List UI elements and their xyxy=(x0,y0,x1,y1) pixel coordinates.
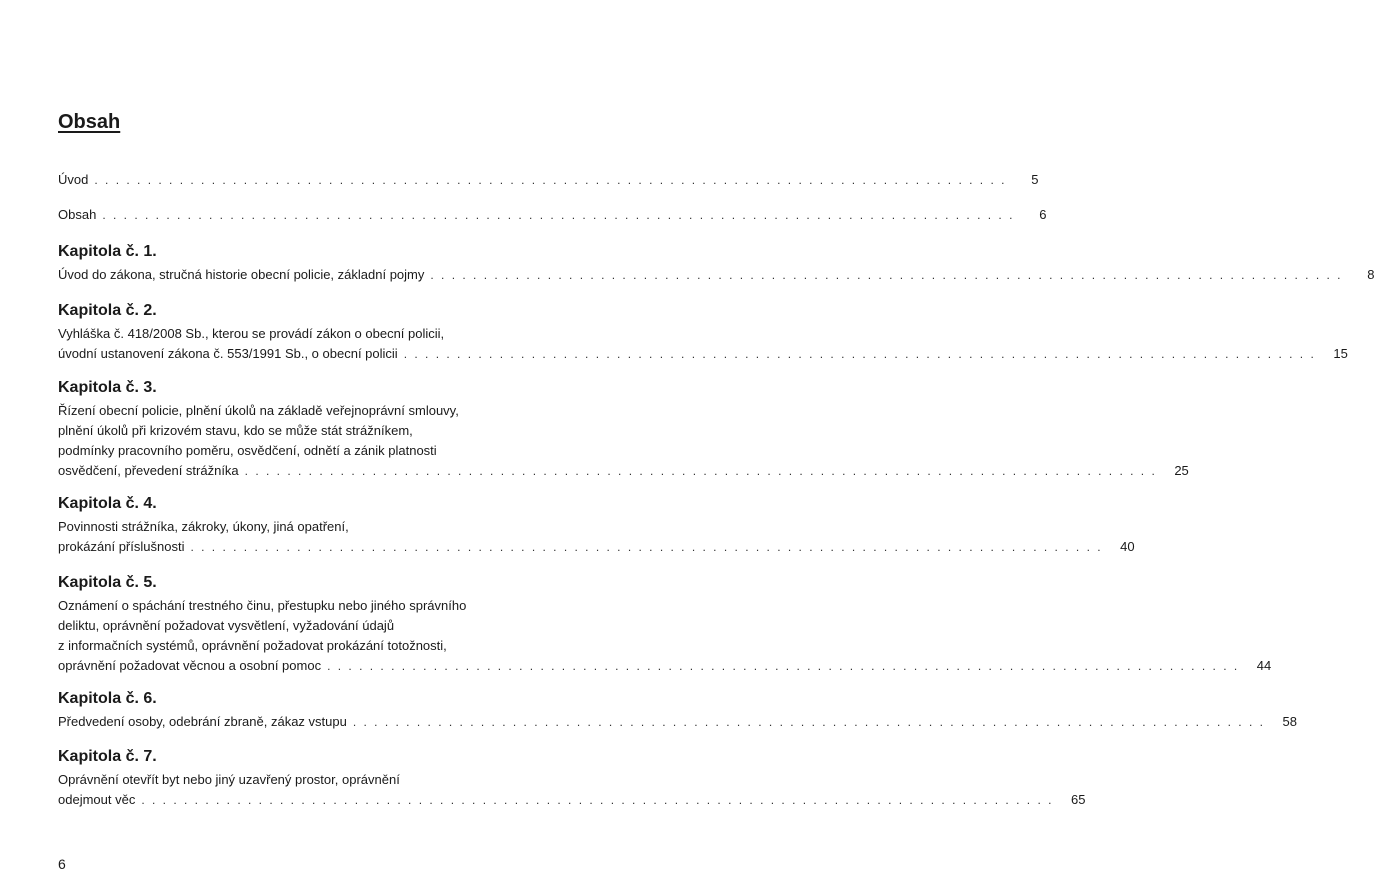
dot-leader: . . . . . . . . . . . . . . . . . . . . . . . . . . . . . . . . . . . . . . . . . . . . . . . . . . . . . . . . . . . . . . . . . . . . . . . . . . . . . . . . . . . . . . xyxy=(94,173,1007,187)
page-number: 6 xyxy=(1039,207,1047,222)
toc-title: Obsah xyxy=(58,111,121,133)
entry-text-line: prokázání příslušnosti xyxy=(58,539,185,554)
entry-text-line: úvodní ustanovení zákona č. 553/1991 Sb., o obecní policii xyxy=(58,346,398,361)
chapter-heading: Kapitola č. 4. xyxy=(58,495,157,512)
entry-text-line: Oznámení o spáchání trestného činu, přestupku nebo jiného správního xyxy=(58,598,467,613)
entry-text-line: Obsah xyxy=(58,207,97,222)
toc-entry[interactable] xyxy=(58,378,1189,481)
dot-leader: . . . . . . . . . . . . . . . . . . . . . . . . . . . . . . . . . . . . . . . . . . . . . . . . . . . . . . . . . . . . . . . . . . . . . . . . . . . . . . . . . . . . . . xyxy=(352,715,1265,729)
entry-text-line: Vyhláška č. 418/2008 Sb., kterou se provádí zákon o obecní policii, xyxy=(58,326,445,341)
chapter-heading: Kapitola č. 6. xyxy=(58,690,157,707)
dot-leader: . . . . . . . . . . . . . . . . . . . . . . . . . . . . . . . . . . . . . . . . . . . . . . . . . . . . . . . . . . . . . . . . . . . . . . . . . . . . . . . . . . . . . . xyxy=(403,347,1316,361)
toc-entry[interactable] xyxy=(58,301,1348,364)
entry-text-line: Řízení obecní policie, plnění úkolů na základě veřejnoprávní smlouvy, xyxy=(58,403,459,418)
chapter-heading: Kapitola č. 3. xyxy=(58,379,157,396)
chapter-heading: Kapitola č. 1. xyxy=(58,243,157,260)
entry-text-line: Předvedení osoby, odebrání zbraně, zákaz vstupu xyxy=(58,714,347,729)
entry-text-line: podmínky pracovního poměru, osvědčení, odnětí a zánik platnosti xyxy=(58,443,437,458)
toc-entry[interactable] xyxy=(58,573,1272,676)
page-number: 58 xyxy=(1282,714,1297,729)
entry-text-line: oprávnění požadovat věcnou a osobní pomoc xyxy=(58,658,322,673)
entry-text-line: osvědčení, převedení strážníka xyxy=(58,463,239,478)
dot-leader: . . . . . . . . . . . . . . . . . . . . . . . . . . . . . . . . . . . . . . . . . . . . . . . . . . . . . . . . . . . . . . . . . . . . . . . . . . . . . . . . . . . . . . xyxy=(190,540,1103,554)
page-folio: 6 xyxy=(58,856,66,872)
toc-entry[interactable] xyxy=(58,747,1086,810)
page-number: 25 xyxy=(1174,463,1189,478)
chapter-heading: Kapitola č. 5. xyxy=(58,574,157,591)
page-number: 15 xyxy=(1333,346,1348,361)
dot-leader: . . . . . . . . . . . . . . . . . . . . . . . . . . . . . . . . . . . . . . . . . . . . . . . . . . . . . . . . . . . . . . . . . . . . . . . . . . . . . . . . . . . . . . xyxy=(430,268,1343,282)
entry-text-line: Oprávnění otevřít byt nebo jiný uzavřený prostor, oprávnění xyxy=(58,772,400,787)
chapter-heading: Kapitola č. 2. xyxy=(58,302,157,319)
page-number: 8 xyxy=(1367,267,1375,282)
page-number: 40 xyxy=(1120,539,1135,554)
toc-entry[interactable] xyxy=(58,494,1135,557)
toc-entry[interactable] xyxy=(58,242,1375,285)
entry-text-line: Povinnosti strážníka, zákroky, úkony, jiná opatření, xyxy=(58,519,349,534)
page-number: 5 xyxy=(1031,172,1039,187)
page-number: 44 xyxy=(1256,658,1272,673)
toc-entry[interactable] xyxy=(58,205,1047,225)
entry-text-line: odejmout věc xyxy=(58,792,136,807)
entry-text-line: Úvod xyxy=(58,172,89,187)
toc-entry[interactable] xyxy=(58,170,1039,190)
chapter-heading: Kapitola č. 7. xyxy=(58,748,157,765)
dot-leader: . . . . . . . . . . . . . . . . . . . . . . . . . . . . . . . . . . . . . . . . . . . . . . . . . . . . . . . . . . . . . . . . . . . . . . . . . . . . . . . . . . . . . . xyxy=(102,208,1015,222)
dot-leader: . . . . . . . . . . . . . . . . . . . . . . . . . . . . . . . . . . . . . . . . . . . . . . . . . . . . . . . . . . . . . . . . . . . . . . . . . . . . . . . . . . . . . . xyxy=(244,464,1157,478)
dot-leader: . . . . . . . . . . . . . . . . . . . . . . . . . . . . . . . . . . . . . . . . . . . . . . . . . . . . . . . . . . . . . . . . . . . . . . . . . . . . . . . . . . . . . . xyxy=(141,793,1054,807)
entry-text-line: Úvod do zákona, stručná historie obecní policie, základní pojmy xyxy=(58,267,425,282)
dot-leader: . . . . . . . . . . . . . . . . . . . . . . . . . . . . . . . . . . . . . . . . . . . . . . . . . . . . . . . . . . . . . . . . . . . . . . . . . . . . . . . . . . . . . . xyxy=(327,659,1240,673)
page-number: 65 xyxy=(1070,792,1086,807)
entry-text-line: z informačních systémů, oprávnění požadovat prokázání totožnosti, xyxy=(58,638,447,653)
entry-text-line: deliktu, oprávnění požadovat vysvětlení, vyžadování údajů xyxy=(58,618,395,633)
entry-text-line: plnění úkolů při krizovém stavu, kdo se může stát strážníkem, xyxy=(58,423,413,438)
toc-entry[interactable] xyxy=(58,689,1297,732)
